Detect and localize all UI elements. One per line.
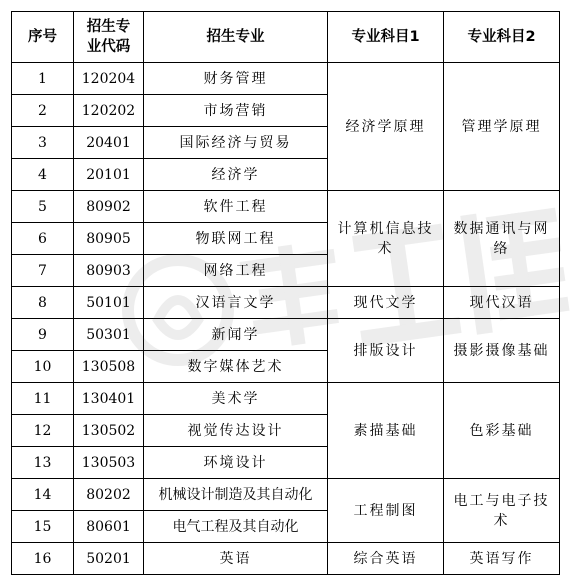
- subject2-cell: 英语写作: [444, 543, 560, 575]
- major-cell: 市场营销: [144, 95, 328, 127]
- subject1-cell: 素描基础: [328, 383, 444, 479]
- major-cell: 软件工程: [144, 191, 328, 223]
- subject1-cell: 工程制图: [328, 479, 444, 543]
- seq-cell: 14: [12, 479, 74, 511]
- subject1-cell: 计算机信息技术: [328, 191, 444, 287]
- subject1-cell: 现代文学: [328, 287, 444, 319]
- code-cell: 130401: [74, 383, 144, 415]
- major-cell: 视觉传达设计: [144, 415, 328, 447]
- seq-cell: 15: [12, 511, 74, 543]
- seq-cell: 9: [12, 319, 74, 351]
- major-cell: 美术学: [144, 383, 328, 415]
- table-row: [12, 479, 560, 511]
- header-row: [12, 12, 560, 63]
- code-cell: 130503: [74, 447, 144, 479]
- major-cell: 数字媒体艺术: [144, 351, 328, 383]
- header-code: 招生专业代码: [74, 12, 144, 63]
- seq-cell: 12: [12, 415, 74, 447]
- major-cell: 国际经济与贸易: [144, 127, 328, 159]
- code-cell: 130508: [74, 351, 144, 383]
- code-cell: 50301: [74, 319, 144, 351]
- code-cell: 120204: [74, 63, 144, 95]
- subject2-cell: 摄影摄像基础: [444, 319, 560, 383]
- subject1-cell: 综合英语: [328, 543, 444, 575]
- major-cell: 机械设计制造及其自动化: [144, 479, 328, 511]
- major-cell: 英语: [144, 543, 328, 575]
- code-cell: 20401: [74, 127, 144, 159]
- header-major: 招生专业: [144, 12, 328, 63]
- seq-cell: 13: [12, 447, 74, 479]
- major-cell: 经济学: [144, 159, 328, 191]
- code-cell: 130502: [74, 415, 144, 447]
- seq-cell: 8: [12, 287, 74, 319]
- code-cell: 80601: [74, 511, 144, 543]
- enrollment-table: [11, 11, 560, 575]
- major-cell: 环境设计: [144, 447, 328, 479]
- seq-cell: 4: [12, 159, 74, 191]
- major-cell: 汉语言文学: [144, 287, 328, 319]
- subject2-cell: 色彩基础: [444, 383, 560, 479]
- table-row: [12, 287, 560, 319]
- subject2-cell: 管理学原理: [444, 63, 560, 191]
- code-cell: 80905: [74, 223, 144, 255]
- code-cell: 50201: [74, 543, 144, 575]
- code-cell: 80902: [74, 191, 144, 223]
- subject2-cell: 电工与电子技术: [444, 479, 560, 543]
- table-row: [12, 319, 560, 351]
- seq-cell: 11: [12, 383, 74, 415]
- table-row: [12, 383, 560, 415]
- code-cell: 20101: [74, 159, 144, 191]
- major-cell: 电气工程及其自动化: [144, 511, 328, 543]
- subject2-cell: 数据通讯与网络: [444, 191, 560, 287]
- seq-cell: 1: [12, 63, 74, 95]
- subject1-cell: 经济学原理: [328, 63, 444, 191]
- code-cell: 120202: [74, 95, 144, 127]
- seq-cell: 10: [12, 351, 74, 383]
- major-cell: 网络工程: [144, 255, 328, 287]
- code-cell: 80903: [74, 255, 144, 287]
- seq-cell: 2: [12, 95, 74, 127]
- seq-cell: 6: [12, 223, 74, 255]
- subject1-cell: 排版设计: [328, 319, 444, 383]
- header-subject2: 专业科目2: [444, 12, 560, 63]
- code-cell: 80202: [74, 479, 144, 511]
- major-cell: 财务管理: [144, 63, 328, 95]
- seq-cell: 5: [12, 191, 74, 223]
- seq-cell: 16: [12, 543, 74, 575]
- code-cell: 50101: [74, 287, 144, 319]
- major-cell: 新闻学: [144, 319, 328, 351]
- subject2-cell: 现代汉语: [444, 287, 560, 319]
- table-row: [12, 63, 560, 95]
- seq-cell: 7: [12, 255, 74, 287]
- header-seq: 序号: [12, 12, 74, 63]
- major-cell: 物联网工程: [144, 223, 328, 255]
- seq-cell: 3: [12, 127, 74, 159]
- table-row: [12, 543, 560, 575]
- table-row: [12, 191, 560, 223]
- header-subject1: 专业科目1: [328, 12, 444, 63]
